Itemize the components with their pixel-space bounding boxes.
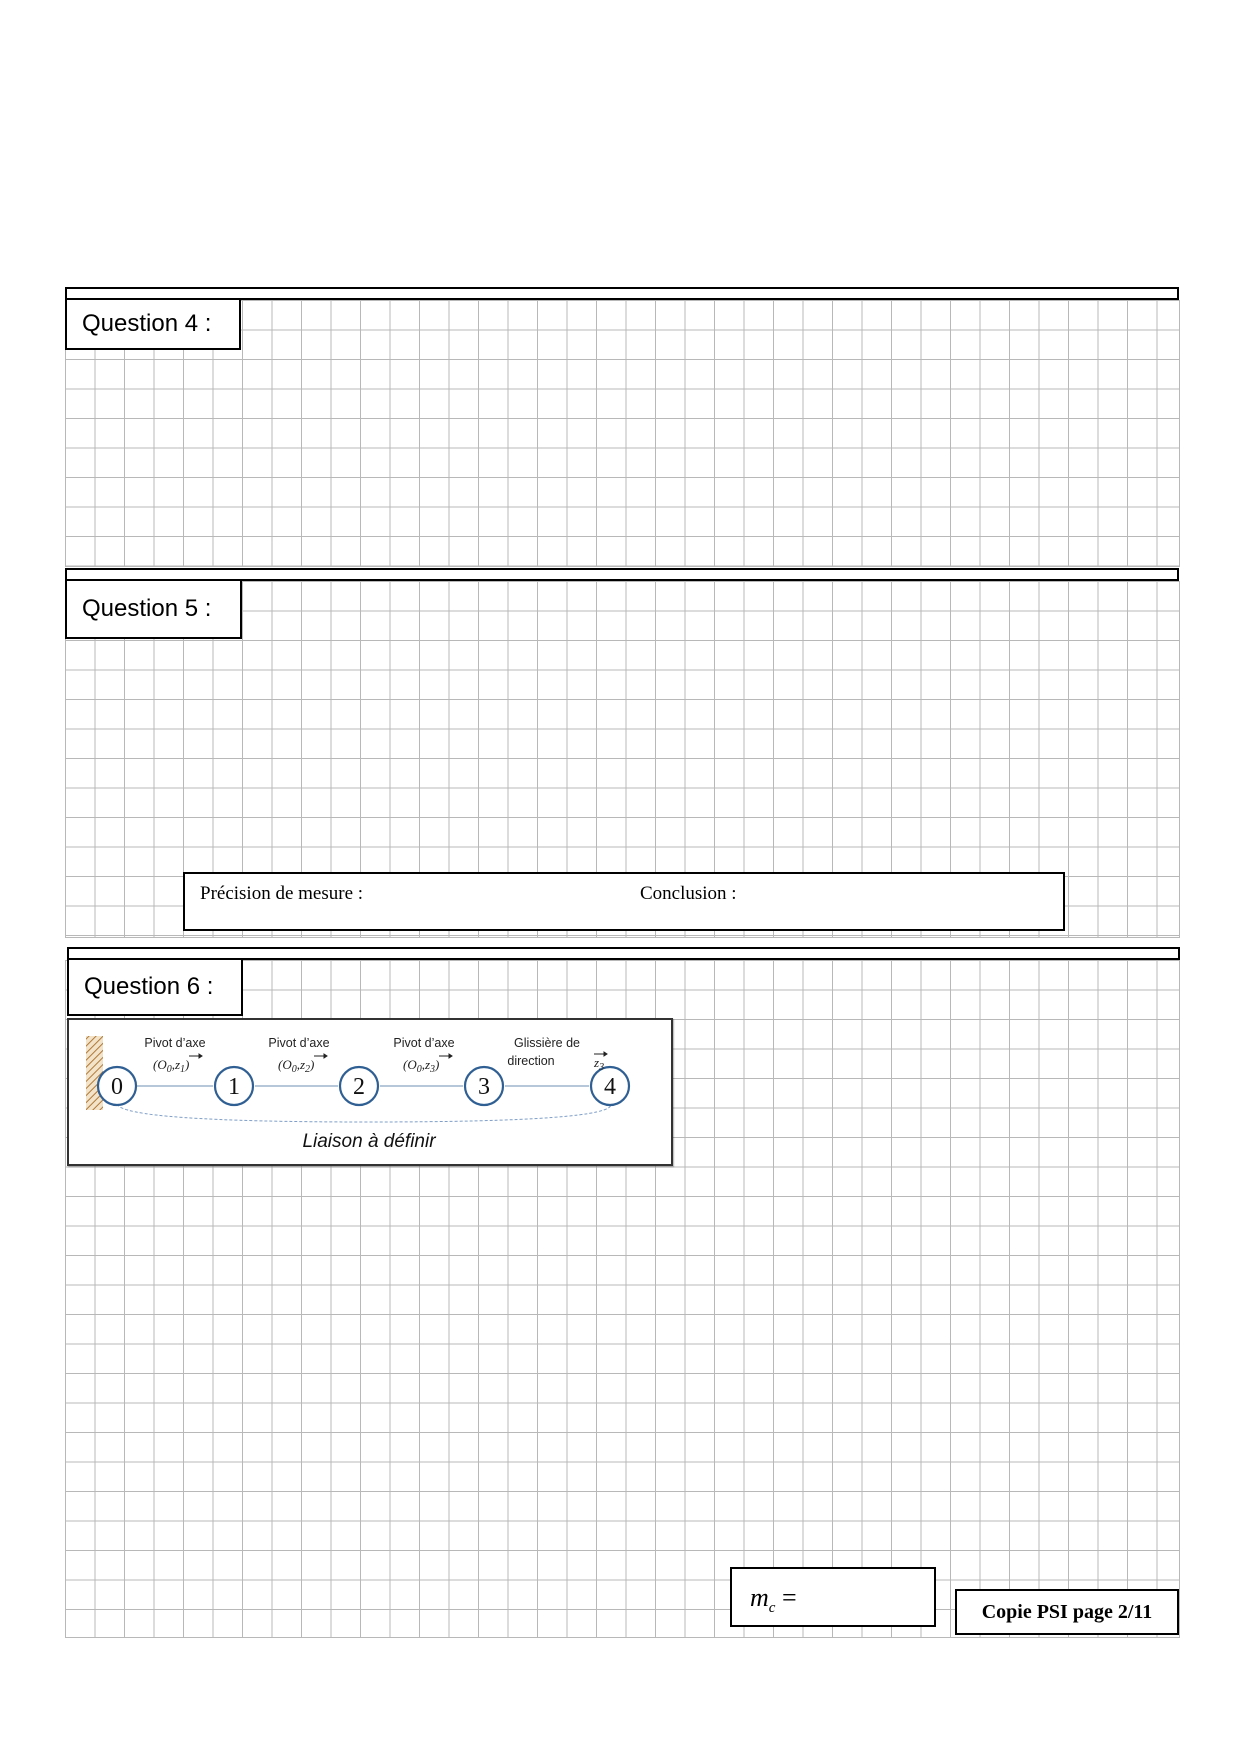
link-3-title: Pivot d’axe xyxy=(393,1036,455,1050)
solid-0-label: 0 xyxy=(111,1074,123,1100)
conclusion-label: Conclusion : xyxy=(640,883,737,904)
kinematic-graph-svg xyxy=(69,1020,671,1164)
page-number-label: Copie PSI page 2/11 xyxy=(955,1589,1179,1635)
solid-2-label: 2 xyxy=(353,1074,365,1100)
link-4-axis: $z_3$ xyxy=(594,1055,605,1073)
ground-hatch xyxy=(86,1036,103,1110)
solid-4-label: 4 xyxy=(604,1074,616,1100)
mc-answer-box[interactable] xyxy=(730,1567,936,1627)
precision-conclusion-box[interactable] xyxy=(183,872,1065,931)
link-3-axis: $(O_0,z_3)$ xyxy=(403,1057,440,1075)
link-1-title: Pivot d’axe xyxy=(144,1036,206,1050)
link-1-axis: $(O_0,z_1)$ xyxy=(153,1057,190,1075)
question-5-label: Question 5 : xyxy=(65,579,242,639)
solid-3-label: 3 xyxy=(478,1074,490,1100)
question-6-label: Question 6 : xyxy=(67,958,243,1016)
link-4-title: Glissière de xyxy=(514,1036,580,1050)
precision-label: Précision de mesure : xyxy=(200,883,364,904)
mc-equals: = xyxy=(775,1583,797,1612)
mc-symbol: m xyxy=(750,1583,769,1612)
link-2-axis: $(O_0,z_2)$ xyxy=(278,1057,315,1075)
mc-subscript: c xyxy=(768,1600,776,1617)
solid-1-label: 1 xyxy=(228,1074,240,1100)
link-2-title: Pivot d’axe xyxy=(268,1036,330,1050)
question-4-label: Question 4 : xyxy=(65,298,241,350)
link-4-title-2: direction xyxy=(507,1054,555,1068)
undefined-link-label: Liaison à définir xyxy=(302,1131,436,1152)
kinematic-graph-diagram xyxy=(67,1018,673,1166)
undefined-link-curve xyxy=(117,1104,611,1122)
